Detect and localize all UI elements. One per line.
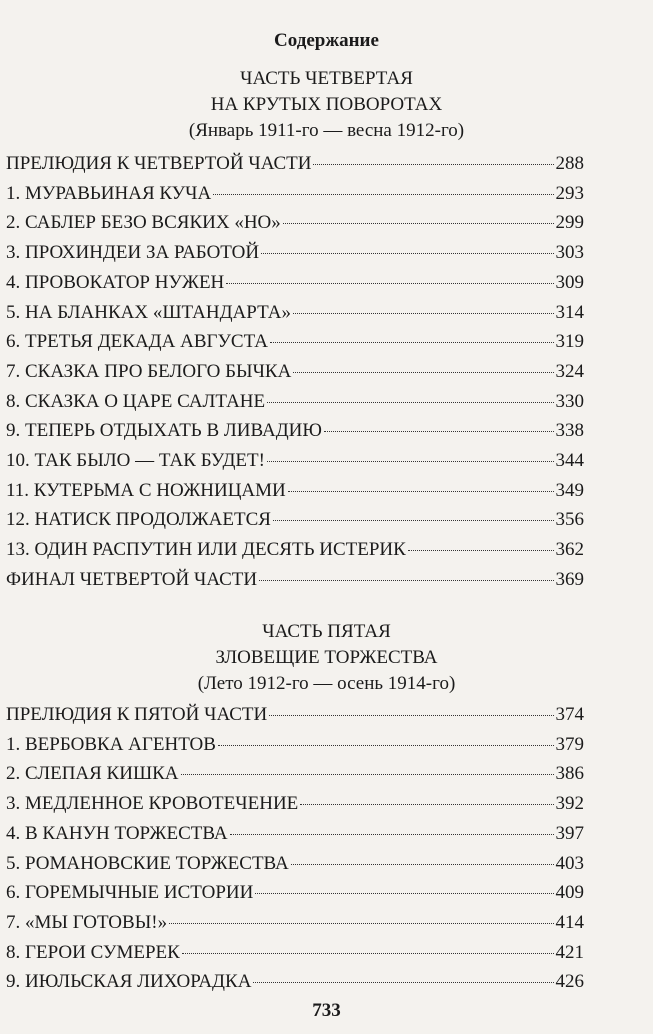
toc-entry (6, 391, 584, 415)
dot-leader (169, 923, 553, 924)
toc-entry (6, 882, 584, 906)
dot-leader (181, 774, 554, 775)
part5-subtitle: ЗЛОВЕЩИЕ ТОРЖЕСТВА (215, 647, 438, 668)
toc-entry-title: 7. «МЫ ГОТОВЫ!» (6, 911, 168, 933)
dot-leader (300, 804, 553, 805)
toc-entry-page: 314 (555, 301, 584, 323)
toc-entry-page: 309 (555, 271, 584, 293)
dot-leader (182, 953, 554, 954)
toc-entry-title: 4. ПРОВОКАТОР НУЖЕН (6, 271, 225, 293)
toc-entry (6, 302, 584, 326)
toc-entry-title: ПРЕЛЮДИЯ К ПЯТОЙ ЧАСТИ (6, 704, 268, 725)
toc-entry-title: 8. ГЕРОИ СУМЕРЕК (6, 941, 180, 963)
toc-entry (6, 912, 584, 936)
toc-entry (6, 509, 584, 533)
toc-entry-page: 293 (555, 182, 584, 204)
toc-entry-page: 369 (555, 568, 584, 590)
toc-entry-page: 379 (555, 733, 584, 755)
toc-entry-title: 9. ИЮЛЬСКАЯ ЛИХОРАДКА (6, 971, 252, 993)
dot-leader (269, 715, 553, 716)
toc-entry (6, 212, 584, 236)
toc-entry-title: 2. СЛЕПАЯ КИШКА (6, 763, 179, 785)
toc-entry-page: 426 (555, 971, 584, 993)
toc-entry-title: 6. ГОРЕМЫЧНЫЕ ИСТОРИИ (6, 882, 254, 904)
toc-entry (6, 971, 584, 995)
toc-entry (6, 420, 584, 444)
toc-entry-page: 409 (555, 882, 584, 904)
toc-entry-title: 3. МЕДЛЕННОЕ КРОВОТЕЧЕНИЕ (6, 793, 299, 815)
toc-entry (6, 942, 584, 966)
toc-entry-title: 12. НАТИСК ПРОДОЛЖАЕТСЯ (6, 509, 271, 531)
dot-leader (213, 194, 553, 195)
dot-leader (267, 402, 553, 403)
dot-leader (291, 864, 554, 865)
page-number: 733 (312, 1000, 341, 1021)
toc-entry-page: 324 (555, 360, 584, 382)
toc-entry (6, 153, 584, 177)
toc-entry-page: 288 (555, 153, 584, 174)
dot-leader (253, 982, 553, 983)
dot-leader (313, 164, 553, 165)
toc-entry-page: 319 (555, 331, 584, 353)
toc-entry (6, 734, 584, 758)
dot-leader (324, 431, 554, 432)
toc-entry-page: 362 (555, 539, 584, 561)
toc-entry-title: 5. РОМАНОВСКИЕ ТОРЖЕСТВА (6, 852, 289, 874)
toc-entry (6, 480, 584, 504)
toc-entry-title: 10. ТАК БЫЛО — ТАК БУДЕТ! (6, 450, 265, 471)
toc-entry (6, 450, 584, 474)
toc-entry-title: 7. СКАЗКА ПРО БЕЛОГО БЫЧКА (6, 360, 292, 382)
toc-entry-page: 349 (555, 479, 584, 501)
toc-entry (6, 793, 584, 817)
dot-leader (255, 893, 553, 894)
toc-entry-page: 330 (555, 390, 584, 412)
toc-entry-title: 2. САБЛЕР БЕЗО ВСЯКИХ «НО» (6, 212, 281, 234)
toc-entry-title: ПРЕЛЮДИЯ К ЧЕТВЕРТОЙ ЧАСТИ (6, 153, 312, 174)
toc-entry-title: ФИНАЛ ЧЕТВЕРТОЙ ЧАСТИ (6, 568, 258, 590)
dot-leader (259, 580, 553, 581)
toc-entry-page: 421 (555, 941, 584, 963)
toc-entry-title: 9. ТЕПЕРЬ ОТДЫХАТЬ В ЛИВАДИЮ (6, 420, 322, 442)
toc-entry-page: 386 (555, 763, 584, 785)
toc-entry-title: 6. ТРЕТЬЯ ДЕКАДА АВГУСТА (6, 331, 268, 353)
dot-leader (408, 550, 554, 551)
toc-entry-page: 397 (555, 822, 584, 844)
toc-entry-title: 1. ВЕРБОВКА АГЕНТОВ (6, 733, 216, 755)
dot-leader (226, 283, 553, 284)
toc-entry-page: 414 (555, 911, 584, 933)
dot-leader (270, 342, 554, 343)
toc-entry-title: 3. ПРОХИНДЕИ ЗА РАБОТОЙ (6, 242, 260, 264)
dot-leader (261, 253, 553, 254)
toc-entry-page: 356 (555, 509, 584, 531)
dot-leader (293, 313, 554, 314)
dot-leader (288, 491, 554, 492)
toc-entry (6, 704, 584, 728)
page-title: Содержание (274, 30, 379, 51)
toc-entry-title: 11. КУТЕРЬМА С НОЖНИЦАМИ (6, 479, 286, 501)
toc-entry-page: 338 (555, 420, 584, 442)
part4-dates: (Январь 1911-го — весна 1912-го) (188, 120, 465, 141)
dot-leader (283, 223, 554, 224)
toc-entry (6, 331, 584, 355)
toc-entry-title: 4. В КАНУН ТОРЖЕСТВА (6, 822, 228, 844)
toc-entry (6, 361, 584, 385)
dot-leader (267, 461, 554, 462)
toc-entry-page: 303 (555, 242, 584, 264)
dot-leader (230, 834, 554, 835)
toc-entry (6, 569, 584, 593)
toc-entry (6, 823, 584, 847)
dot-leader (218, 745, 554, 746)
toc-entry-title: 13. ОДИН РАСПУТИН ИЛИ ДЕСЯТЬ ИСТЕРИК (6, 539, 406, 561)
toc-entry-page: 374 (555, 704, 584, 725)
dot-leader (273, 520, 554, 521)
toc-entry (6, 539, 584, 563)
toc-entry (6, 183, 584, 207)
toc-entry-page: 403 (555, 852, 584, 874)
toc-entry-title: 8. СКАЗКА О ЦАРЕ САЛТАНЕ (6, 390, 266, 412)
toc-entry-page: 344 (555, 450, 584, 471)
toc-entry-page: 299 (555, 212, 584, 234)
toc-entry-page: 392 (555, 793, 584, 815)
toc-entry-title: 5. НА БЛАНКАХ «ШТАНДАРТА» (6, 301, 291, 323)
part4-subtitle: НА КРУТЫХ ПОВОРОТАХ (210, 94, 443, 115)
part5-title: ЧАСТЬ ПЯТАЯ (262, 621, 391, 642)
part4-title: ЧАСТЬ ЧЕТВЕРТАЯ (240, 68, 413, 89)
toc-entry (6, 763, 584, 787)
toc-entry-title: 1. МУРАВЬИНАЯ КУЧА (6, 182, 212, 204)
toc-entry (6, 242, 584, 266)
part5-dates: (Лето 1912-го — осень 1914-го) (197, 673, 456, 694)
toc-entry (6, 853, 584, 877)
dot-leader (293, 372, 553, 373)
toc-entry (6, 272, 584, 296)
